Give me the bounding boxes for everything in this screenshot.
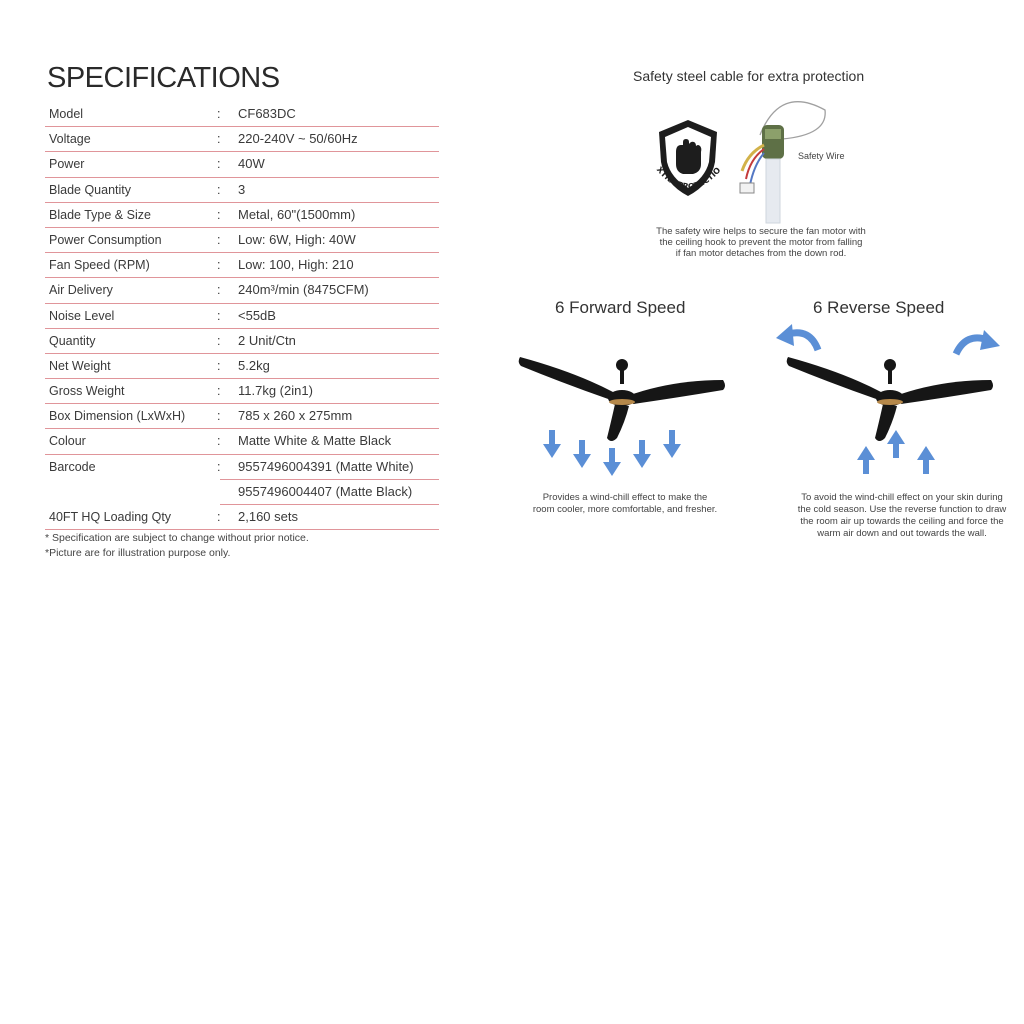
caption-line: the room air up towards the ceiling and force the — [800, 516, 1004, 527]
caption-line: Provides a wind-chill effect to make the — [542, 492, 708, 503]
spec-label: Air Delivery — [49, 283, 113, 298]
spec-label: Barcode — [49, 459, 96, 474]
safety-wire-label: Safety Wire — [798, 151, 845, 161]
spec-label: 40FT HQ Loading Qty — [49, 510, 172, 524]
spec-row-blade-quantity — [45, 178, 439, 203]
spec-colon: : — [217, 157, 221, 172]
spec-value: 2,160 sets — [238, 509, 298, 524]
up-arrow-icon — [917, 446, 935, 476]
spec-colon: : — [217, 510, 221, 524]
spec-colon: : — [217, 333, 221, 348]
spec-row-colour — [45, 429, 439, 454]
spec-value: Matte White & Matte Black — [238, 433, 392, 449]
forward-caption — [515, 492, 735, 516]
spec-colon: : — [217, 258, 221, 273]
up-arrow-icon — [857, 446, 875, 476]
spec-value: Metal, 60"(1500mm) — [238, 206, 356, 222]
spec-colon: : — [217, 384, 221, 399]
down-arrow-icon — [543, 430, 561, 460]
spec-table — [45, 102, 439, 530]
spec-row-barcode — [45, 455, 439, 479]
spec-colon: : — [217, 182, 221, 197]
spec-row-blade-type — [45, 203, 439, 228]
spec-label: Model — [49, 107, 84, 121]
spec-row-voltage — [45, 127, 439, 152]
spec-label: Noise Level — [49, 308, 115, 323]
spec-colon: : — [217, 459, 221, 474]
spec-label: Power — [49, 157, 85, 172]
spec-value: 40W — [238, 156, 265, 172]
spec-row-barcode-continued — [220, 479, 439, 505]
spec-colon: : — [217, 132, 221, 147]
spec-colon: : — [217, 207, 221, 222]
spec-value: 9557496004391 (Matte White) — [238, 458, 414, 474]
spec-label: Fan Speed (RPM) — [49, 258, 150, 273]
caption-line: if fan motor detaches from the down rod. — [675, 248, 847, 259]
spec-label: Gross Weight — [49, 384, 125, 399]
spec-row-quantity — [45, 329, 439, 354]
spec-row-loading-qty — [45, 505, 439, 530]
badge-text: EXTRA PROTECTION — [639, 105, 723, 192]
spec-row-power — [45, 152, 439, 177]
caption-line: room cooler, more comfortable, and fresher. — [532, 504, 718, 515]
spec-row-noise-level — [45, 304, 439, 329]
spec-colon: : — [217, 358, 221, 373]
spec-colon: : — [217, 107, 221, 121]
spec-row-gross-weight — [45, 379, 439, 404]
spec-label: Quantity — [49, 333, 96, 348]
reverse-caption — [762, 492, 1024, 540]
spec-row-air-delivery — [45, 278, 439, 303]
spec-value: 2 Unit/Ctn — [238, 332, 296, 348]
spec-row-fan-speed — [45, 253, 439, 278]
caption-line: the cold season. Use the reverse function to draw — [797, 504, 1007, 515]
safety-caption — [630, 226, 892, 259]
safety-title: Safety steel cable for extra protection — [633, 68, 865, 84]
caption-line: The safety wire helps to secure the fan motor with — [656, 226, 866, 237]
down-arrow-icon — [663, 430, 681, 460]
spec-colon: : — [217, 409, 221, 424]
spec-value: CF683DC — [238, 106, 296, 121]
spec-label: Voltage — [49, 132, 91, 147]
spec-value: 5.2kg — [238, 357, 270, 373]
spec-value: 3 — [238, 181, 246, 197]
spec-value: Low: 100, High: 210 — [238, 257, 354, 273]
spec-colon: : — [217, 283, 221, 298]
down-arrow-icon — [633, 440, 651, 470]
caption-line: warm air down and out towards the wall. — [817, 528, 987, 539]
footnote: * Specification are subject to change without prior notice. — [45, 532, 309, 544]
spec-row-box-dimension — [45, 404, 439, 429]
down-arrow-icon — [573, 440, 591, 470]
spec-row-model — [45, 102, 439, 127]
spec-value: 240m³/min (8475CFM) — [238, 282, 369, 298]
down-arrow-icon — [603, 448, 621, 478]
spec-value: 785 x 260 x 275mm — [238, 408, 353, 424]
spec-label: Colour — [49, 434, 86, 449]
spec-value: 9557496004407 (Matte Black) — [238, 483, 413, 499]
spec-label: Net Weight — [49, 358, 111, 373]
spec-colon: : — [217, 232, 221, 247]
spec-value: 11.7kg (2in1) — [238, 383, 313, 399]
caption-line: To avoid the wind-chill effect on your skin during — [801, 492, 1003, 503]
spec-colon: : — [217, 434, 221, 449]
spec-label: Blade Quantity — [49, 182, 131, 197]
up-arrow-icon — [887, 430, 905, 460]
reverse-speed-title: 6 Reverse Speed — [813, 298, 945, 317]
page-title: SPECIFICATIONS — [47, 62, 280, 94]
spec-value: 220-240V ~ 50/60Hz — [238, 131, 358, 147]
spec-colon: : — [217, 308, 221, 323]
forward-speed-title: 6 Forward Speed — [555, 298, 686, 317]
spec-label: Box Dimension (LxWxH) — [49, 409, 186, 424]
caption-line: the ceiling hook to prevent the motor from falling — [659, 237, 863, 248]
footnotes — [45, 531, 309, 561]
spec-label: Power Consumption — [49, 232, 162, 247]
spec-label: Blade Type & Size — [49, 207, 151, 222]
spec-row-net-weight — [45, 354, 439, 379]
spec-value: <55dB — [238, 307, 276, 323]
spec-value: Low: 6W, High: 40W — [238, 231, 356, 247]
footnote: *Picture are for illustration purpose only. — [45, 547, 231, 559]
spec-row-power-consumption — [45, 228, 439, 253]
